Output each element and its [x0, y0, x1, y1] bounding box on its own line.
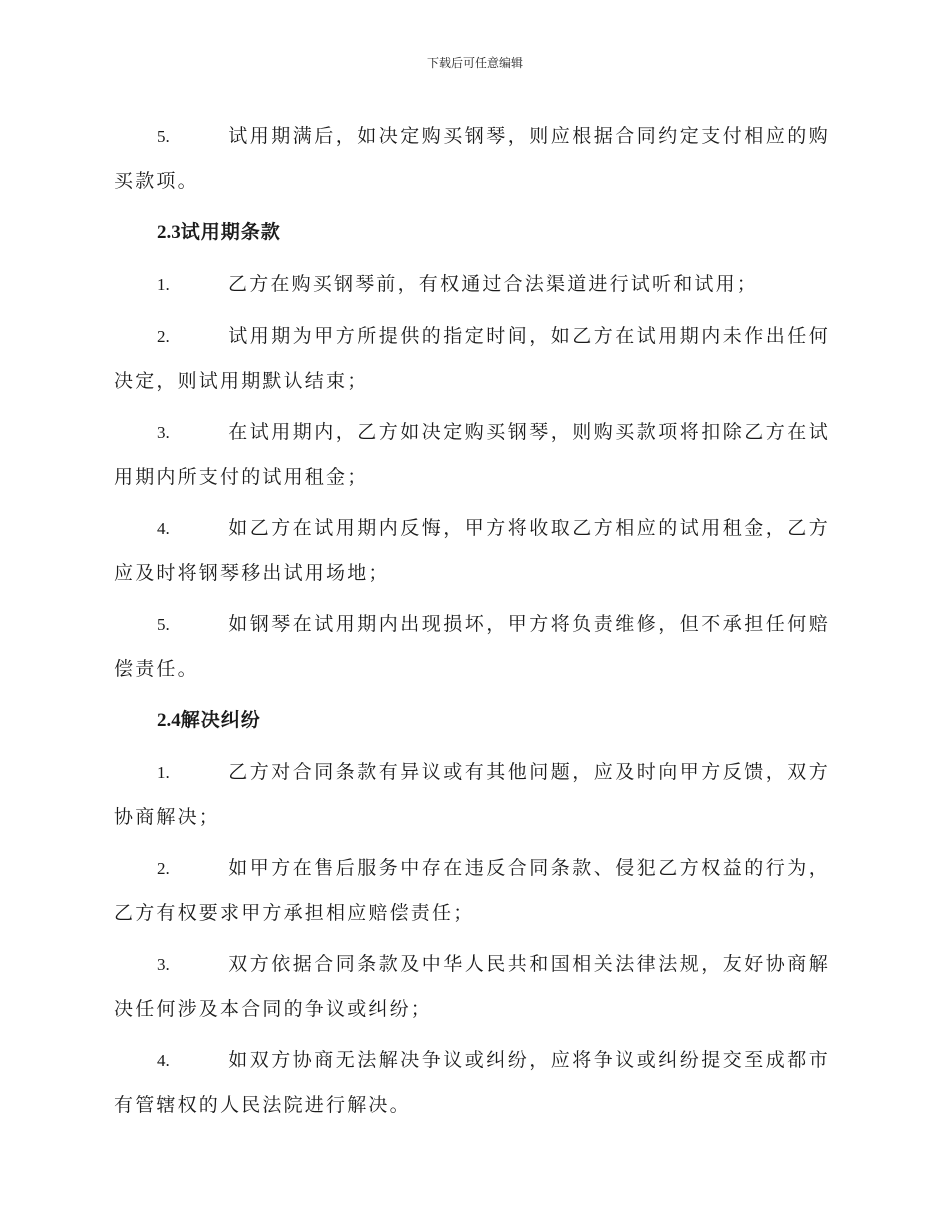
document-body [114, 114, 830, 1134]
page-header: 下载后可任意编辑 [426, 56, 523, 70]
list-item [114, 506, 830, 595]
item-number: 4. [157, 519, 170, 538]
list-item [114, 410, 830, 499]
section-heading [114, 698, 830, 743]
item-number: 3. [157, 423, 170, 442]
item-number: 4. [157, 1051, 170, 1070]
list-item [114, 942, 830, 1031]
section-number: 2.3 [157, 222, 181, 243]
item-text: 试用期为甲方所提供的指定时间，如乙方在试用期内未作出任何决定，则试用期默认结束； [114, 325, 830, 392]
list-item [114, 846, 830, 935]
section-number: 2.4 [157, 710, 181, 731]
section-title: 解决纠纷 [180, 709, 261, 731]
item-text: 乙方对合同条款有异议或有其他问题，应及时向甲方反馈，双方协商解决； [114, 761, 830, 828]
item-number: 3. [157, 955, 170, 974]
item-text: 如乙方在试用期内反悔，甲方将收取乙方相应的试用租金，乙方应及时将钢琴移出试用场地； [114, 517, 830, 584]
item-text: 如钢琴在试用期内出现损坏，甲方将负责维修，但不承担任何赔偿责任。 [114, 613, 830, 680]
item-text: 如甲方在售后服务中存在违反合同条款、侵犯乙方权益的行为，乙方有权要求甲方承担相应赔偿责任； [114, 857, 830, 924]
list-item [114, 1038, 830, 1127]
item-number: 2. [157, 859, 170, 878]
list-item [114, 314, 830, 403]
list-item [114, 602, 830, 691]
item-text: 乙方在购买钢琴前，有权通过合法渠道进行试听和试用； [228, 273, 759, 295]
list-item [114, 114, 830, 203]
section-title: 试用期条款 [180, 221, 281, 243]
list-item [114, 262, 830, 307]
list-item [114, 750, 830, 839]
item-text: 在试用期内，乙方如决定购买钢琴，则购买款项将扣除乙方在试用期内所支付的试用租金； [114, 421, 830, 488]
section-heading [114, 210, 830, 255]
item-text: 试用期满后，如决定购买钢琴，则应根据合同约定支付相应的购买款项。 [114, 125, 830, 192]
item-number: 5. [157, 615, 170, 634]
item-number: 1. [157, 275, 170, 294]
item-number: 2. [157, 327, 170, 346]
item-text: 双方依据合同条款及中华人民共和国相关法律法规，友好协商解决任何涉及本合同的争议或纠纷； [114, 953, 830, 1020]
item-text: 如双方协商无法解决争议或纠纷，应将争议或纠纷提交至成都市有管辖权的人民法院进行解决。 [114, 1049, 830, 1116]
item-number: 5. [157, 127, 170, 146]
item-number: 1. [157, 763, 170, 782]
